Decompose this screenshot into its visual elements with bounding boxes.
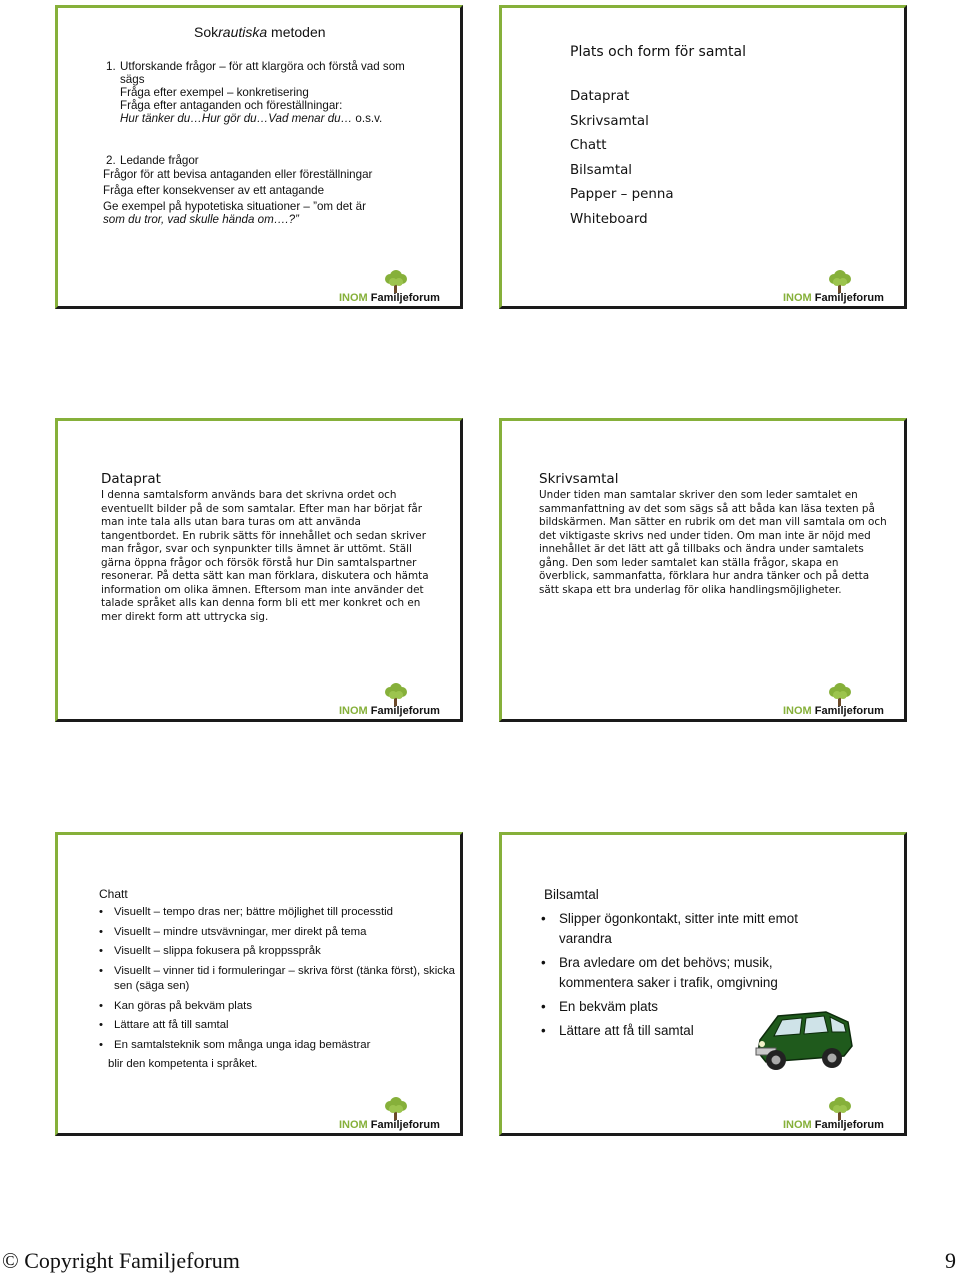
slide-chatt [55, 832, 463, 1136]
familjeforum-logo: INOM Familjeforum [339, 1097, 457, 1131]
tree-icon [823, 683, 857, 707]
slide-skrivsamtal [499, 418, 907, 722]
slide-title: Dataprat [101, 471, 161, 487]
slide-sokratiska-metoden [55, 5, 463, 309]
list-item: • Lättare att få till samtal [539, 1021, 799, 1041]
slide-body: Under tiden man samtalar skriver den som leder samtalet en sammanfattning av det som sägs så att båda kan läsa texten på bildskärmen. Man sätter en rubrik om det man vill samtala om och det viktigaste skrivs ned under tiden. Om man inte är nöjd med innehållet är det lätt att gå tillbaks och ändra under samtalets gång. Den som leder samtalet kan ställa frågor, skapa en överblick, sammanfatta, förklara hur andra tänker och på detta sätt skapa ett bra underlag för olika handlingsmöjligheter. [539, 489, 887, 596]
slide-title: Plats och form för samtal [570, 44, 746, 60]
list-item: • Bra avledare om det behövs; musik, kommentera saker i trafik, omgivning [539, 953, 799, 993]
list-item: Skrivsamtal [570, 113, 649, 129]
list-item-2: 2. Ledande frågor Frågor för att bevisa antaganden eller föreställningar Fråga efter konsekvenser av ett antagande Ge exempel på hypotetiska situationer – ”om det är som du tror, vad skulle hända om….?” [103, 154, 373, 226]
familjeforum-logo: INOM Familjeforum [339, 270, 457, 304]
slide-title: Bilsamtal [544, 887, 599, 902]
slide-title: Chatt [99, 887, 128, 901]
slide-body: I denna samtalsform används bara det skrivna ordet och eventuellt bilder på de som samtalar. Efter man har börjat får man inte tala alls utan bara turas om att använda tangentbordet. En rubrik sätts för innehållet och sedan skriver man frågor, svar och synpunkter tills ämnet är uttömt. Ställ gärna öppna frågor och försök förstå hur Din samtalspartner resonerar. På detta sätt kan man förklara, diskutera och hämta information om olika ämnen. Eftersom man inte använder det talade språket alls kan denna form bli ett mer konkret och en mer direkt form att uttrycka sig. [101, 489, 429, 623]
list-item: Bilsamtal [570, 162, 633, 178]
list-item: • Kan göras på bekväm plats [99, 999, 459, 1015]
list-item: Papper – penna [570, 187, 674, 202]
list-item: • Visuellt – mindre utsvävningar, mer direkt på tema [99, 925, 459, 941]
list-item: Dataprat [570, 89, 630, 104]
familjeforum-logo: INOM Familjeforum [783, 683, 901, 717]
familjeforum-logo: INOM Familjeforum [783, 270, 901, 304]
list-item: • En samtalsteknik som många unga idag bemästrar [99, 1038, 459, 1054]
copyright-footer: © Copyright Familjeforum [2, 1248, 240, 1273]
tree-icon [379, 1097, 413, 1121]
page-number: 9 [945, 1248, 956, 1273]
list-continuation: blir den kompetenta i språket. [108, 1058, 258, 1070]
list-item: Whiteboard [570, 211, 648, 227]
list-item: • Visuellt – tempo dras ner; bättre möjlighet till processtid [99, 905, 459, 921]
list-item-1: 1. Utforskande frågor – för att klargöra och förstå vad som sägs Fråga efter exempel – konkretisering Fråga efter antaganden och föreställningar: Hur tänker du…Hur gör du…Vad menar du… o.s.v. [106, 60, 405, 125]
list-item: Chatt [570, 138, 607, 153]
familjeforum-logo: INOM Familjeforum [783, 1097, 901, 1131]
car-icon [752, 1000, 860, 1078]
bullet-list [99, 905, 459, 1057]
list-item: • En bekväm plats [539, 997, 799, 1017]
list-item: • Visuellt – slippa fokusera på kroppsspråk [99, 944, 459, 960]
slide-bilsamtal [499, 832, 907, 1136]
tree-icon [823, 1097, 857, 1121]
tree-icon [823, 270, 857, 294]
form-list [570, 85, 674, 232]
tree-icon [379, 683, 413, 707]
familjeforum-logo: INOM Familjeforum [339, 683, 457, 717]
list-item: • Slipper ögonkontakt, sitter inte mitt emot varandra [539, 909, 799, 949]
slide-title: Skrivsamtal [539, 471, 619, 487]
slide-title: Sokrautiska metoden [194, 24, 326, 40]
slide-dataprat [55, 418, 463, 722]
list-item: • Lättare att få till samtal [99, 1018, 459, 1034]
slide-plats-och-form [499, 5, 907, 309]
list-item: • Visuellt – vinner tid i formuleringar – skriva först (tänka först), skicka sen (säga sen) [99, 964, 459, 995]
tree-icon [379, 270, 413, 294]
